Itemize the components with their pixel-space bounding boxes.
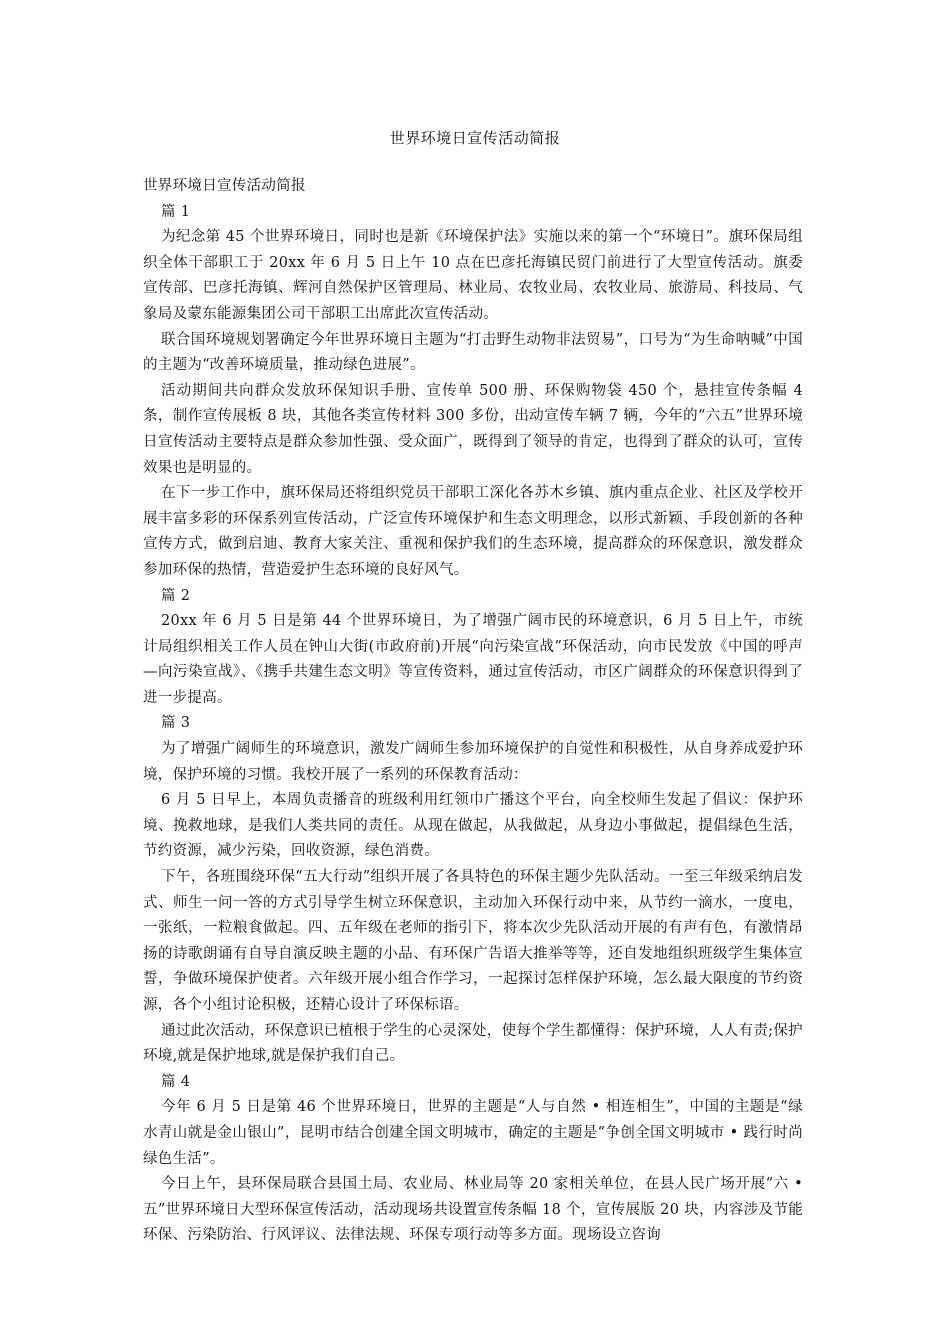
paragraph: 6 月 5 日早上，本周负责播音的班级利用红领巾广播这个平台，向全校师生发起了倡议：保护环境、挽救地球，是我们人类共同的责任。从现在做起，从我做起，从身边小事做起，提倡绿色生活，节约资源，减少污染，回收资源，绿色消费。	[143, 792, 803, 860]
document-body	[143, 174, 803, 1249]
document-title: 世界环境日宣传活动简报	[389, 129, 561, 147]
section-heading: 篇 1	[161, 203, 191, 220]
section-heading: 篇 4	[161, 1073, 191, 1090]
paragraph: 为纪念第 45 个世界环境日，同时也是新《环境保护法》实施以来的第一个“环境日”。旗环保局组织全体干部职工于 20xx 年 6 月 5 日上午 10 点在巴彦托海镇民贸门前进行了大型宣传活动。旗委宣传部、巴彦托海镇、辉河自然保护区管理局、林业局、农牧业局、农牧业局、旅游局、科技局、气象局及蒙东能源集团公司干部职工出席此次宣传活动。	[143, 229, 803, 322]
paragraph: 在下一步工作中，旗环保局还将组织党员干部职工深化各苏木乡镇、旗内重点企业、社区及学校开展丰富多彩的环保系列宣传活动，广泛宣传环境保护和生态文明理念，以形式新颖、手段创新的各种宣传方式，做到启迪、教育大家关注、重视和保护我们的生态环境，提高群众的环保意识，激发群众参加环保的热情，营造爱护生态环境的良好风气。	[143, 485, 803, 578]
paragraph: 今年 6 月 5 日是第 46 个世界环境日，世界的主题是“人与自然 • 相连相生”，中国的主题是“绿水青山就是金山银山”，昆明市结合创建全国文明城市，确定的主题是“争创全国文明城市 • 践行时尚绿色生活”。	[143, 1099, 803, 1167]
paragraph: 通过此次活动，环保意识已植根于学生的心灵深处，使每个学生都懂得：保护环境，人人有责;保护环境,就是保护地球,就是保护我们自己。	[143, 1022, 803, 1065]
paragraph: 20xx 年 6 月 5 日是第 44 个世界环境日，为了增强广阔市民的环境意识，6 月 5 日上午，市统计局组织相关工作人员在钟山大街(市政府前)开展“向污染宣战”环保活动，向市民发放《中国的呼声—向污染宣战》、《携手共建生态文明》等宣传资料，通过宣传活动，市区广阔群众的环保意识得到了进一步提高。	[143, 613, 803, 706]
section-heading: 篇 2	[161, 587, 191, 604]
paragraph: 下午，各班围绕环保“五大行动”组织开展了各具特色的环保主题少先队活动。一至三年级采纳启发式、师生一问一答的方式引导学生树立环保意识，主动加入环保行动中来，从节约一滴水，一度电，一张纸，一粒粮食做起。四、五年级在老师的指引下，将本次少先队活动开展的有声有色，有激情昂扬的诗歌朗诵有自导自演反映主题的小品、有环保广告语大推举等等，还自发地组织班级学生集体宣誓，争做环境保护使者。六年级开展小组合作学习，一起探讨怎样保护环境，怎么最大限度的节约资源，各个小组讨论积极，还精心设计了环保标语。	[143, 869, 803, 1013]
paragraph: 今日上午，县环保局联合县国土局、农业局、林业局等 20 家相关单位，在县人民广场开展“六 • 五”世界环境日大型环保宣传活动，活动现场共设置宣传条幅 18 个，宣传展版 20 块，内容涉及节能环保、污染防治、行风评议、法律法规、环保专项行动等多方面。现场设立咨询	[143, 1176, 803, 1244]
section-heading: 篇 3	[161, 715, 191, 732]
document-subtitle: 世界环境日宣传活动简报	[143, 178, 306, 194]
paragraph: 活动期间共向群众发放环保知识手册、宣传单 500 册、环保购物袋 450 个，悬挂宣传条幅 4 条，制作宣传展板 8 块，其他各类宣传材料 300 多份，出动宣传车辆 7 辆，今年的“六五”世界环境日宣传活动主要特点是群众参加性强、受众面广，既得到了领导的肯定，也得到了群众的认可，宣传效果也是明显的。	[143, 382, 803, 476]
paragraph: 联合国环境规划署确定今年世界环境日主题为“打击野生动物非法贸易”，口号为“为生命呐喊”中国的主题为“改善环境质量，推动绿色进展”。	[143, 331, 803, 374]
paragraph: 为了增强广阔师生的环境意识，激发广阔师生参加环境保护的自觉性和积极性，从自身养成爱护环境，保护环境的习惯。我校开展了一系列的环保教育活动：	[143, 741, 803, 783]
